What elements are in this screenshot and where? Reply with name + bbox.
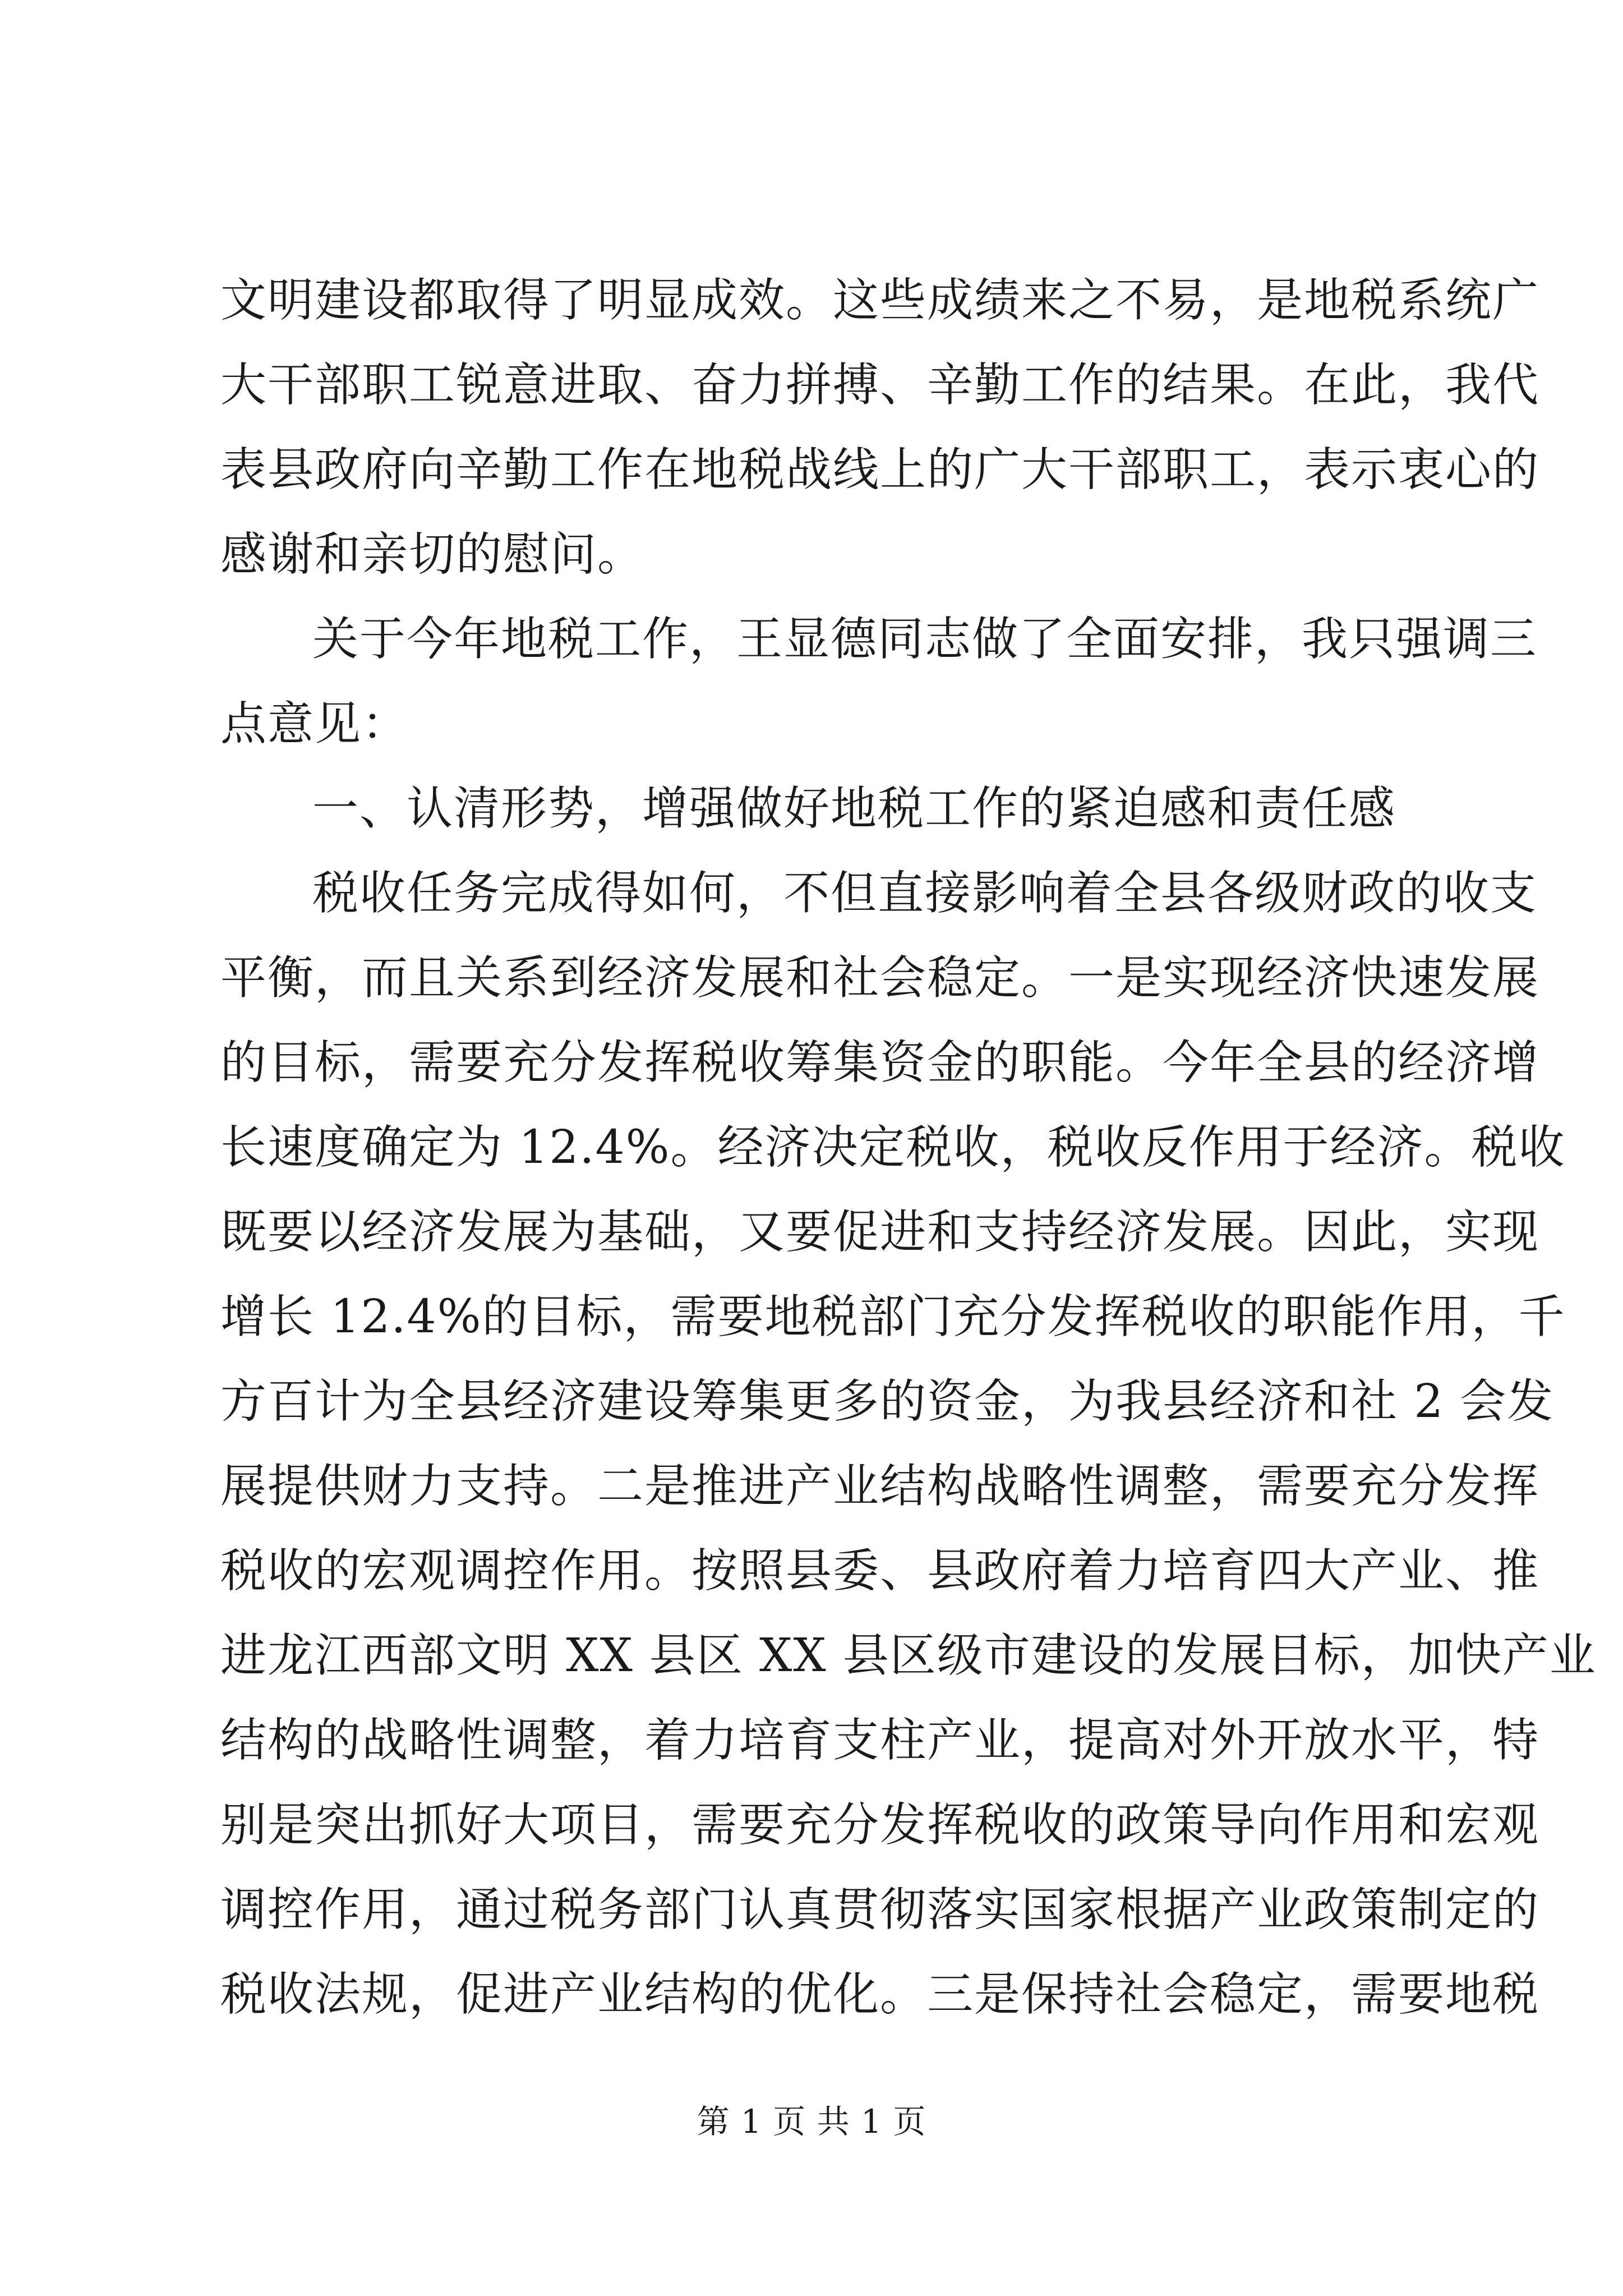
section-heading: 一、认清形势，增强做好地税工作的紧迫感和责任感 bbox=[312, 782, 1396, 835]
text-line: 点意见： bbox=[220, 697, 409, 751]
text-line: 关于今年地税工作，王显德同志做了全面安排，我只强调三 bbox=[312, 613, 1538, 666]
text-line: 的目标，需要充分发挥税收筹集资金的职能。今年全县的经济增 bbox=[220, 1036, 1540, 1089]
text-line: 调控作用，通过税务部门认真贯彻落实国家根据产业政策制定的 bbox=[220, 1883, 1540, 1936]
page-number-footer: 第 1 页 共 1 页 bbox=[697, 2102, 926, 2141]
text-line: 展提供财力支持。二是推进产业结构战略性调整，需要充分发挥 bbox=[220, 1460, 1540, 1513]
text-line: 税收任务完成得如何，不但直接影响着全县各级财政的收支 bbox=[312, 867, 1538, 920]
text-line: 进龙江西部文明 XX 县区 XX 县区级市建设的发展目标，加快产业 bbox=[220, 1629, 1597, 1682]
text-line: 税收法规，促进产业结构的优化。三是保持社会稳定，需要地税 bbox=[220, 1968, 1540, 2021]
text-line: 税收的宏观调控作用。按照县委、县政府着力培育四大产业、推 bbox=[220, 1544, 1540, 1598]
text-line: 平衡，而且关系到经济发展和社会稳定。一是实现经济快速发展 bbox=[220, 951, 1540, 1005]
document-body bbox=[220, 258, 1597, 2037]
text-line: 大干部职工锐意进取、奋力拼搏、辛勤工作的结果。在此，我代 bbox=[220, 358, 1540, 412]
text-line: 长速度确定为 12.4%。经济决定税收，税收反作用于经济。税收 bbox=[220, 1121, 1566, 1174]
text-line: 感谢和亲切的慰问。 bbox=[220, 528, 645, 581]
text-line: 别是突出抓好大项目，需要充分发挥税收的政策导向作用和宏观 bbox=[220, 1798, 1540, 1852]
text-line: 表县政府向辛勤工作在地税战线上的广大干部职工，表示衷心的 bbox=[220, 443, 1540, 496]
text-line: 方百计为全县经济建设筹集更多的资金，为我县经济和社 2 会发 bbox=[220, 1375, 1555, 1428]
text-line: 既要以经济发展为基础，又要促进和支持经济发展。因此，实现 bbox=[220, 1205, 1540, 1259]
text-line: 增长 12.4%的目标，需要地税部门充分发挥税收的职能作用，千 bbox=[220, 1290, 1566, 1343]
text-line: 结构的战略性调整，着力培育支柱产业，提高对外开放水平，特 bbox=[220, 1714, 1540, 1767]
text-line: 文明建设都取得了明显成效。这些成绩来之不易，是地税系统广 bbox=[220, 274, 1540, 327]
